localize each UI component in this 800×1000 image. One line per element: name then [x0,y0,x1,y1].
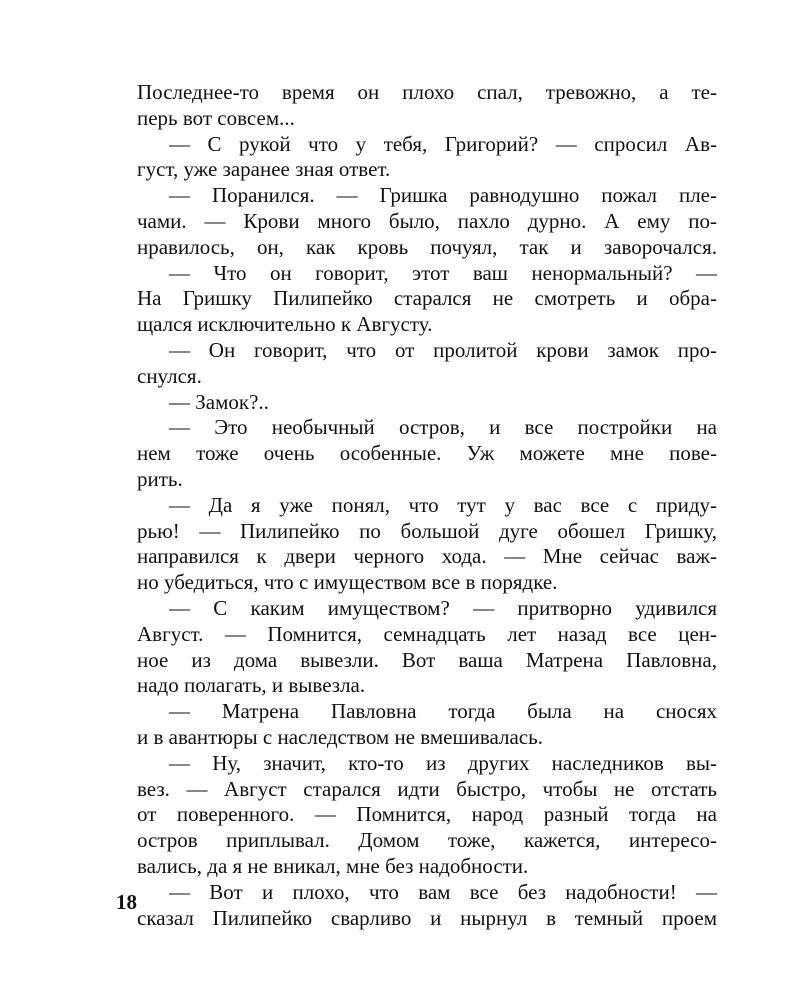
text-line: — С рукой что у тебя, Григорий? — спросил Ав- [169,131,717,156]
text-line: густ, уже заранее зная ответ. [137,157,391,182]
text-line: — Да я уже понял, что тут у вас все с приду- [169,492,717,517]
text-line: щался исключительно к Августу. [137,312,433,337]
text-line: — Он говорит, что от пролитой крови замок про- [169,337,717,362]
text-line: рить. [137,466,183,491]
body-text [137,80,717,931]
text-line: остров приплывал. Домом тоже, кажется, интересо- [137,828,717,853]
text-line: вез. — Август старался идти быстро, чтобы не отстать [137,776,717,801]
text-line: чами. — Крови много было, пахло дурно. А ему по- [137,208,717,233]
text-line: — Поранился. — Гришка равнодушно пожал пле- [169,183,717,208]
text-line: Август. — Помнится, семнадцать лет назад все цен- [137,621,717,646]
text-line: перь вот совсем... [137,105,295,130]
text-line: — Это необычный остров, и все постройки на [169,415,717,440]
text-line: нем тоже очень особенные. Уж можете мне пове- [137,441,717,466]
text-line: но убедиться, что с имуществом все в порядке. [137,570,558,595]
page-number: 18 [116,890,137,914]
text-line: Последнее-то время он плохо спал, тревожно, а те- [137,80,717,104]
text-line: — Вот и плохо, что вам все без надобности! — [169,879,717,904]
text-line: направился к двери черного хода. — Мне сейчас важ- [137,544,717,569]
text-line: снулся. [137,363,202,388]
text-line: — Замок?.. [169,389,269,414]
text-line: — Ну, значит, кто-то из других наследников вы- [169,750,717,775]
text-line: — С каким имуществом? — притворно удивился [169,595,717,620]
text-line: — Что он говорит, этот ваш ненормальный? — [169,260,717,285]
text-line: рью! — Пилипейко по большой дуге обошел Гришку, [137,518,717,543]
text-line: нравилось, он, как кровь почуял, так и заворочался. [137,234,717,259]
text-line: от поверенного. — Помнится, народ разный тогда на [137,802,717,827]
text-line: вались, да я не вникал, мне без надобности. [137,853,529,878]
text-line: ное из дома вывезли. Вот ваша Матрена Павловна, [137,647,717,672]
text-line: надо полагать, и вывезла. [137,673,366,698]
text-line: и в авантюры с наследством не вмешивалась. [137,724,543,749]
text-line: На Гришку Пилипейко старался не смотреть и обра- [137,286,717,311]
text-line: — Матрена Павловна тогда была на сносях [169,699,717,724]
text-line: сказал Пилипейко сварливо и нырнул в темный проем [137,905,717,930]
